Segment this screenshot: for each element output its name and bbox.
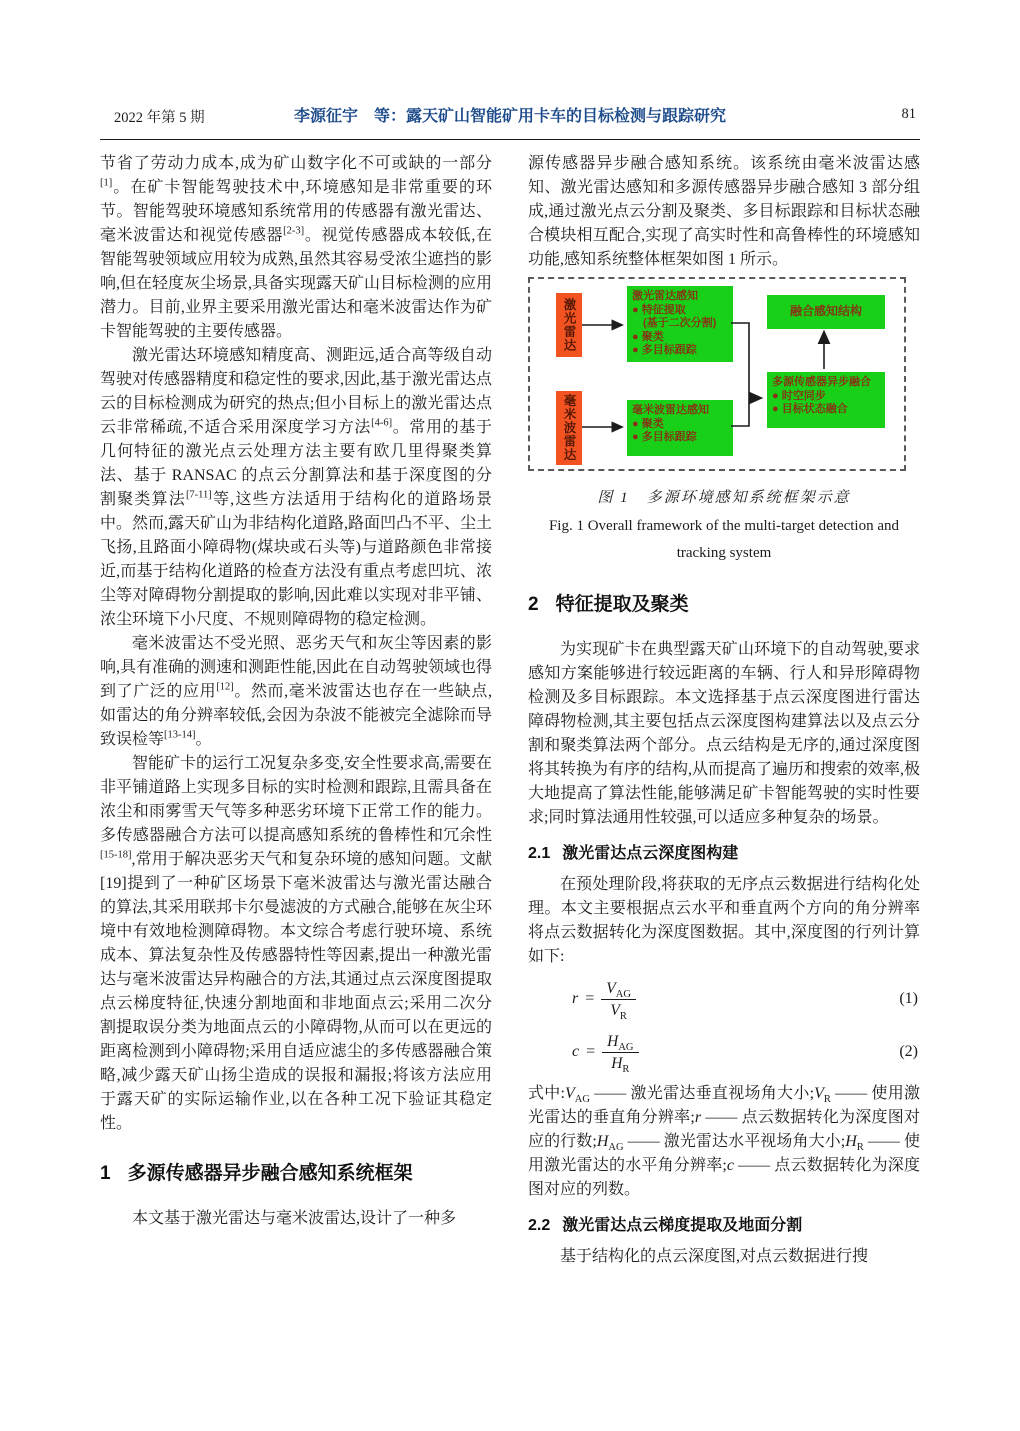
body-paragraph: 式中$:V_{AG}$ —— 激光雷达垂直视场角大小$;V_R$ —— 使用激光雷达的垂直角分辨率;r —— 点云数据转化为深度图对应的行数$;H_{AG}$ —— 激光雷达水平视场角大小$;H_R$ —— 使用激光雷达的水平角分辨率;c —— 点云数据转化为深度图对应的列数。: [528, 1085, 920, 1198]
box-title: 多源传感器异步融合: [772, 376, 871, 388]
section-number: 1: [100, 1163, 111, 1184]
section-title: 激光雷达点云梯度提取及地面分割: [562, 1217, 803, 1234]
figure-caption-en: tracking system: [676, 545, 772, 561]
box-item: (基于二次分割): [643, 317, 717, 329]
section-number: 2: [528, 594, 539, 615]
body-paragraph: 节省了劳动力成本,成为矿山数字化不可或缺的一部分[1]。在矿卡智能驾驶技术中,环境感知是非常重要的环节。智能驾驶环境感知系统常用的传感器有激光雷达、毫米波雷达和视觉传感器[2-3]。视觉传感器成本较低,在智能驾驶领域应用较为成熟,虽然其容易受浓尘遮挡的影响,但在轻度灰尘场景,具备实现露天矿山目标检测的应用潜力。目前,业界主要采用激光雷达和毫米波雷达作为矿卡智能驾驶的主要传感器。: [100, 155, 493, 340]
figure-1: [528, 277, 920, 567]
eq-lhs: r: [572, 990, 579, 1007]
body-paragraph: 为实现矿卡在典型露天矿山环境下的自动驾驶,要求感知方案能够进行较远距离的车辆、行人和异形障碍物检测及多目标跟踪。本文选择基于点云深度图进行雷达障碍物检测,其主要包括点云深度图构建算法以及点云分割和聚类算法两个部分。点云结构是无序的,通过深度图将其转换为有序的结构,从而提高了遍历和搜索的效率,极大地提高了算法性能,能够满足矿卡智能驾驶的实时性要求;同时算法通用性较强,可以适应多种复杂的场景。: [528, 641, 921, 826]
eq-fraction: [601, 979, 636, 1020]
body-paragraph: 毫米波雷达不受光照、恶劣天气和灰尘等因素的影响,具有准确的测速和测距性能,因此在自动驾驶领域也得到了广泛的应用[12]。然而,毫米波雷达也存在一些缺点,如雷达的角分辨率较低,会因为杂波不能被完全滤除而导致误检等[13-14]。: [100, 635, 493, 748]
equation-number: (1): [899, 990, 918, 1007]
equation-1: [528, 976, 920, 1022]
section-title: 多源传感器异步融合感知系统框架: [127, 1163, 413, 1184]
eq-numerator-sub: AG: [615, 988, 631, 1000]
figure-caption-zh: 图 1 多源环境感知系统框架示意: [597, 490, 851, 506]
box-item: ● 目标状态融合: [772, 403, 848, 415]
eq-denominator-sub: R: [619, 1010, 627, 1022]
body-paragraph: 智能矿卡的运行工况复杂多变,安全性要求高,需要在非平铺道路上实现多目标的实时检测和跟踪,且需具备在浓尘和雨雾雪天气等多种恶劣环境下正常工作的能力。多传感器融合方法可以提高感知系统的鲁棒性和冗余性[15-18],常用于解决恶劣天气和复杂环境的感知问题。文献[19]提到了一种矿区场景下毫米波雷达与激光雷达融合的算法,其采用联邦卡尔曼滤波的方式融合,能够在灰尘环境中有效地检测障碍物。本文综合考虑行驶环境、系统成本、算法复杂性及传感器特性等因素,提出一种激光雷达与毫米波雷达异构融合的方法,其通过点云深度图提取点云梯度特征,快速分割地面和非地面点云;采用二次分割提取误分类为地面点云的小障碍物,从而可以在更远的距离检测到小障碍物;采用自适应滤尘的多传感器融合策略,减少露天矿山扬尘造成的误报和漏报;将该方法应用于露天矿的实际运输作业,以在各种工况下验证其稳定性。: [100, 755, 493, 1132]
box-item: ● 聚类: [632, 330, 664, 343]
eq-numerator: H: [607, 1032, 619, 1050]
eq-denominator-sub: R: [622, 1063, 630, 1075]
box-item: ● 多目标跟踪: [632, 431, 697, 443]
section-1-heading: [100, 1161, 492, 1187]
box-item: ● 多目标跟踪: [632, 344, 697, 356]
box-item: ● 时空同步: [772, 389, 826, 402]
eq-numerator: V: [606, 979, 616, 997]
section-title: 激光雷达点云深度图构建: [562, 845, 739, 862]
section-2-1-heading: [528, 842, 920, 866]
body-paragraph: 在预处理阶段,将获取的无序点云数据进行结构化处理。本文主要根据点云水平和垂直两个方向的角分辨率将点云数据转化为深度图数据。其中,深度图的行列计算如下:: [528, 876, 920, 965]
eq-denominator: V: [610, 1001, 620, 1019]
left-column: [100, 152, 492, 1231]
equation-number: (2): [899, 1043, 918, 1060]
radar-input-box: 毫米波雷达: [556, 391, 582, 465]
section-2-2-heading: [528, 1214, 920, 1238]
running-title: 李源征宇 等：露天矿山智能矿用卡车的目标检测与跟踪研究: [293, 108, 726, 125]
eq-equals: =: [585, 990, 595, 1007]
equation-2: [528, 1029, 920, 1075]
body-paragraph: 激光雷达环境感知精度高、测距远,适合高等级自动驾驶对传感器精度和稳定性的要求,因此,基于激光雷达点云的目标检测成为研究的热点;但小目标上的激光雷达点云非常稀疏,不适合采用深度学习方法[4-6]。常用的基于几何特征的激光点云处理方法主要有欧几里得聚类算法、基于 RANSAC 的点云分割算法和基于深度图的分割聚类算法[7-11]等,这些方法适用于结构化的道路场景中。然而,露天矿山为非结构化道路,路面凹凸不平、尘土飞扬,且路面小障碍物(煤块或石头等)与道路颜色非常接近,而基于结构化道路的检查方法没有重点考虑凹坑、浓尘等对障碍物分割提取的影响,因此难以实现对非平铺、浓尘环境下小尺度、不规则障碍物的稳定检测。: [100, 347, 493, 628]
eq-equals: =: [586, 1043, 596, 1060]
eq-lhs: c: [572, 1043, 580, 1060]
section-title: 特征提取及聚类: [555, 594, 689, 615]
right-column: [528, 152, 920, 1269]
body-paragraph: 本文基于激光雷达与毫米波雷达,设计了一种多: [132, 1210, 457, 1227]
box-title: 毫米波雷达感知: [632, 404, 709, 416]
fusion-result-box: 融合感知结构: [767, 295, 885, 329]
eq-denominator: H: [611, 1054, 623, 1072]
box-title: 激光雷达感知: [632, 290, 698, 302]
header-divider: [100, 139, 920, 140]
arrow-connectors: [530, 279, 904, 469]
lidar-input-box: 激光雷达: [556, 293, 582, 357]
section-number: 2.2: [528, 1217, 551, 1234]
section-number: 2.1: [528, 845, 551, 862]
figure-caption-en: Fig. 1 Overall framework of the multi-target detection and: [548, 518, 900, 534]
eq-numerator-sub: AG: [618, 1041, 634, 1053]
page-header: [100, 103, 920, 129]
eq-fraction: [602, 1032, 638, 1073]
body-paragraph: 源传感器异步融合感知系统。该系统由毫米波雷达感知、激光雷达感知和多源传感器异步融合感知 3 部分组成,通过激光点云分割及聚类、多目标跟踪和目标状态融合模块相互配合,实现了高实时性和高鲁棒性的环境感知功能,感知系统整体框架如图 1 所示。: [528, 155, 920, 268]
section-2-heading: [528, 592, 920, 618]
page-number: 81: [901, 106, 916, 122]
box-item: ● 特征提取: [632, 303, 686, 316]
journal-issue: 2022 年第 5 期: [114, 110, 205, 126]
body-paragraph: 基于结构化的点云深度图,对点云数据进行搜: [560, 1248, 869, 1265]
box-item: ● 聚类: [632, 417, 664, 430]
figure-1-diagram: [528, 277, 906, 471]
